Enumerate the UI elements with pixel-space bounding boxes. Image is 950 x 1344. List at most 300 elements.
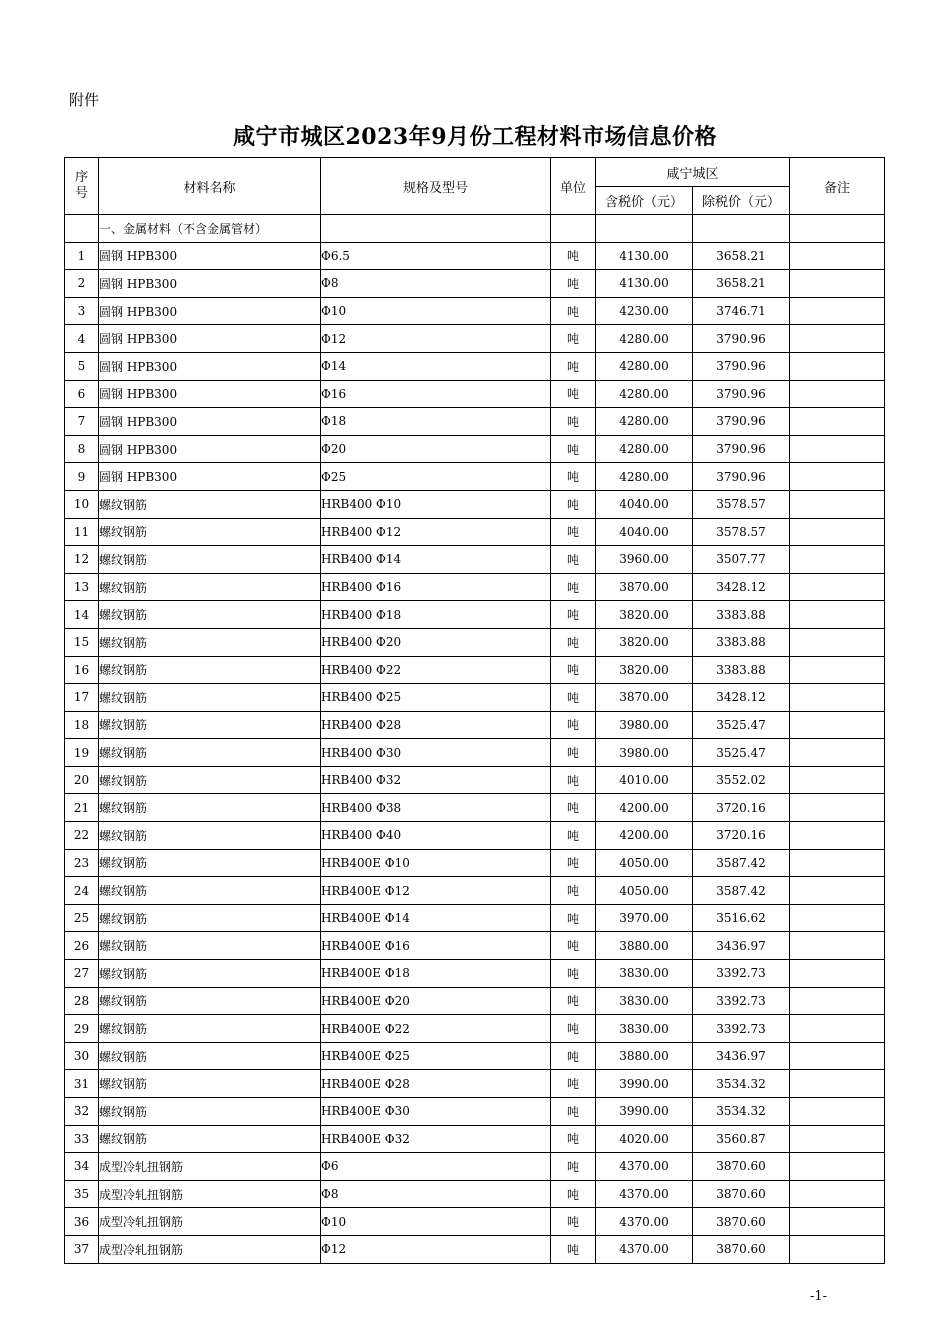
- table-row: [65, 1235, 885, 1263]
- table-row: [65, 408, 885, 436]
- cell-material-name: 圆钢 HPB300: [99, 325, 321, 353]
- cell-index: 15: [65, 628, 99, 656]
- table-body: [65, 215, 885, 1264]
- cell-remark: [790, 656, 885, 684]
- table-row: [65, 1125, 885, 1153]
- cell-spec: HRB400E Φ16: [321, 932, 551, 960]
- cell-spec: HRB400 Φ18: [321, 601, 551, 629]
- cell-index: 17: [65, 684, 99, 712]
- cell-remark: [790, 766, 885, 794]
- cell-unit: 吨: [551, 435, 596, 463]
- cell-price-tax: 3880.00: [596, 1042, 693, 1070]
- cell-remark: [790, 380, 885, 408]
- cell-price-tax: 4010.00: [596, 766, 693, 794]
- cell-spec: HRB400E Φ32: [321, 1125, 551, 1153]
- cell-price-notax: 3516.62: [693, 904, 790, 932]
- cell-remark: [790, 352, 885, 380]
- cell-material-name: 螺纹钢筋: [99, 573, 321, 601]
- cell-spec: Φ6: [321, 1153, 551, 1181]
- section-empty-cell: [693, 215, 790, 243]
- cell-unit: 吨: [551, 1235, 596, 1263]
- table-row: [65, 766, 885, 794]
- cell-material-name: 圆钢 HPB300: [99, 463, 321, 491]
- cell-spec: Φ8: [321, 270, 551, 298]
- cell-unit: 吨: [551, 352, 596, 380]
- cell-material-name: 螺纹钢筋: [99, 546, 321, 574]
- page-number: -1-: [810, 1289, 828, 1304]
- header-index-label: 序号: [74, 170, 88, 201]
- cell-remark: [790, 628, 885, 656]
- cell-index: 9: [65, 463, 99, 491]
- cell-price-tax: 4230.00: [596, 297, 693, 325]
- cell-price-notax: 3383.88: [693, 601, 790, 629]
- table-row: [65, 987, 885, 1015]
- cell-spec: Φ12: [321, 1235, 551, 1263]
- cell-index: 5: [65, 352, 99, 380]
- table-row: [65, 711, 885, 739]
- cell-price-notax: 3392.73: [693, 1015, 790, 1043]
- cell-material-name: 螺纹钢筋: [99, 822, 321, 850]
- cell-material-name: 螺纹钢筋: [99, 877, 321, 905]
- cell-material-name: 螺纹钢筋: [99, 1042, 321, 1070]
- cell-remark: [790, 960, 885, 988]
- cell-price-tax: 4130.00: [596, 270, 693, 298]
- section-empty-cell: [551, 215, 596, 243]
- cell-material-name: 螺纹钢筋: [99, 987, 321, 1015]
- cell-price-tax: 4040.00: [596, 490, 693, 518]
- cell-remark: [790, 849, 885, 877]
- cell-material-name: 螺纹钢筋: [99, 1070, 321, 1098]
- cell-price-notax: 3534.32: [693, 1098, 790, 1126]
- table-row: [65, 490, 885, 518]
- cell-spec: HRB400 Φ16: [321, 573, 551, 601]
- cell-spec: HRB400 Φ20: [321, 628, 551, 656]
- cell-price-tax: 3870.00: [596, 684, 693, 712]
- cell-index: 37: [65, 1235, 99, 1263]
- cell-spec: Φ8: [321, 1180, 551, 1208]
- cell-unit: 吨: [551, 1180, 596, 1208]
- table-row: [65, 822, 885, 850]
- cell-price-notax: 3436.97: [693, 932, 790, 960]
- table-row: [65, 242, 885, 270]
- cell-remark: [790, 1208, 885, 1236]
- cell-index: 29: [65, 1015, 99, 1043]
- header-region: 咸宁城区: [596, 158, 790, 187]
- section-empty-cell: [596, 215, 693, 243]
- cell-unit: 吨: [551, 1153, 596, 1181]
- cell-unit: 吨: [551, 518, 596, 546]
- cell-remark: [790, 794, 885, 822]
- cell-unit: 吨: [551, 1125, 596, 1153]
- table-row: [65, 325, 885, 353]
- cell-remark: [790, 987, 885, 1015]
- cell-remark: [790, 518, 885, 546]
- cell-price-tax: 3960.00: [596, 546, 693, 574]
- cell-remark: [790, 904, 885, 932]
- cell-index: 1: [65, 242, 99, 270]
- cell-unit: 吨: [551, 408, 596, 436]
- cell-index: 6: [65, 380, 99, 408]
- cell-material-name: 螺纹钢筋: [99, 601, 321, 629]
- table-row: [65, 739, 885, 767]
- cell-unit: 吨: [551, 1208, 596, 1236]
- cell-remark: [790, 490, 885, 518]
- cell-price-tax: 4370.00: [596, 1153, 693, 1181]
- cell-index: 10: [65, 490, 99, 518]
- cell-spec: HRB400E Φ12: [321, 877, 551, 905]
- cell-unit: 吨: [551, 380, 596, 408]
- cell-remark: [790, 601, 885, 629]
- cell-price-tax: 4370.00: [596, 1208, 693, 1236]
- cell-material-name: 圆钢 HPB300: [99, 242, 321, 270]
- header-price-tax: 含税价（元）: [596, 187, 693, 215]
- cell-price-notax: 3720.16: [693, 822, 790, 850]
- cell-spec: HRB400E Φ25: [321, 1042, 551, 1070]
- cell-unit: 吨: [551, 242, 596, 270]
- cell-price-notax: 3790.96: [693, 463, 790, 491]
- cell-unit: 吨: [551, 1042, 596, 1070]
- cell-material-name: 螺纹钢筋: [99, 711, 321, 739]
- cell-index: 18: [65, 711, 99, 739]
- page-title: 咸宁市城区2023年9月份工程材料市场信息价格: [232, 124, 718, 150]
- cell-material-name: 螺纹钢筋: [99, 518, 321, 546]
- cell-price-notax: 3534.32: [693, 1070, 790, 1098]
- cell-price-tax: 3990.00: [596, 1098, 693, 1126]
- price-table: [64, 157, 885, 1264]
- cell-price-notax: 3428.12: [693, 573, 790, 601]
- table-row: [65, 628, 885, 656]
- cell-spec: HRB400E Φ28: [321, 1070, 551, 1098]
- table-row: [65, 297, 885, 325]
- cell-index: 2: [65, 270, 99, 298]
- cell-spec: HRB400E Φ14: [321, 904, 551, 932]
- cell-price-tax: 3820.00: [596, 601, 693, 629]
- cell-material-name: 螺纹钢筋: [99, 656, 321, 684]
- cell-material-name: 螺纹钢筋: [99, 739, 321, 767]
- cell-price-tax: 3980.00: [596, 739, 693, 767]
- cell-remark: [790, 1015, 885, 1043]
- cell-unit: 吨: [551, 297, 596, 325]
- cell-index: 32: [65, 1098, 99, 1126]
- cell-price-tax: 3880.00: [596, 932, 693, 960]
- cell-spec: HRB400 Φ40: [321, 822, 551, 850]
- cell-unit: 吨: [551, 849, 596, 877]
- table-row: [65, 960, 885, 988]
- cell-remark: [790, 546, 885, 574]
- cell-material-name: 螺纹钢筋: [99, 684, 321, 712]
- table-row: [65, 684, 885, 712]
- cell-unit: 吨: [551, 684, 596, 712]
- cell-index: 12: [65, 546, 99, 574]
- cell-remark: [790, 270, 885, 298]
- cell-index: 31: [65, 1070, 99, 1098]
- cell-price-notax: 3870.60: [693, 1180, 790, 1208]
- table-row: [65, 601, 885, 629]
- cell-material-name: 成型冷轧扭钢筋: [99, 1180, 321, 1208]
- cell-price-tax: 4370.00: [596, 1235, 693, 1263]
- cell-price-tax: 3820.00: [596, 628, 693, 656]
- cell-price-tax: 4050.00: [596, 877, 693, 905]
- cell-price-notax: 3383.88: [693, 656, 790, 684]
- cell-material-name: 圆钢 HPB300: [99, 408, 321, 436]
- cell-price-notax: 3578.57: [693, 518, 790, 546]
- cell-price-tax: 3970.00: [596, 904, 693, 932]
- table-row: [65, 849, 885, 877]
- section-row: [65, 215, 885, 243]
- cell-unit: 吨: [551, 463, 596, 491]
- cell-spec: HRB400E Φ22: [321, 1015, 551, 1043]
- cell-remark: [790, 242, 885, 270]
- cell-index: 24: [65, 877, 99, 905]
- cell-remark: [790, 1042, 885, 1070]
- cell-price-notax: 3790.96: [693, 380, 790, 408]
- cell-spec: HRB400 Φ12: [321, 518, 551, 546]
- cell-price-notax: 3587.42: [693, 849, 790, 877]
- cell-material-name: 螺纹钢筋: [99, 849, 321, 877]
- cell-spec: HRB400 Φ38: [321, 794, 551, 822]
- cell-spec: Φ18: [321, 408, 551, 436]
- cell-price-tax: 4280.00: [596, 463, 693, 491]
- cell-spec: HRB400 Φ14: [321, 546, 551, 574]
- cell-unit: 吨: [551, 711, 596, 739]
- cell-price-notax: 3658.21: [693, 242, 790, 270]
- table-row: [65, 546, 885, 574]
- cell-price-tax: 4020.00: [596, 1125, 693, 1153]
- cell-remark: [790, 1235, 885, 1263]
- table-row: [65, 932, 885, 960]
- cell-index: 3: [65, 297, 99, 325]
- cell-spec: Φ10: [321, 297, 551, 325]
- cell-spec: HRB400 Φ28: [321, 711, 551, 739]
- header-spec: 规格及型号: [321, 158, 551, 215]
- header-price-notax: 除税价（元）: [693, 187, 790, 215]
- table-row: [65, 352, 885, 380]
- cell-remark: [790, 684, 885, 712]
- cell-index: 35: [65, 1180, 99, 1208]
- cell-unit: 吨: [551, 490, 596, 518]
- cell-unit: 吨: [551, 573, 596, 601]
- cell-spec: HRB400E Φ30: [321, 1098, 551, 1126]
- attachment-label: 附件: [69, 91, 100, 109]
- cell-remark: [790, 877, 885, 905]
- cell-unit: 吨: [551, 877, 596, 905]
- cell-price-notax: 3578.57: [693, 490, 790, 518]
- cell-index: 33: [65, 1125, 99, 1153]
- cell-unit: 吨: [551, 766, 596, 794]
- cell-price-notax: 3870.60: [693, 1153, 790, 1181]
- cell-material-name: 成型冷轧扭钢筋: [99, 1208, 321, 1236]
- header-remark: 备注: [790, 158, 885, 215]
- cell-index: 19: [65, 739, 99, 767]
- cell-price-notax: 3720.16: [693, 794, 790, 822]
- cell-spec: Φ10: [321, 1208, 551, 1236]
- cell-index: 16: [65, 656, 99, 684]
- cell-price-notax: 3790.96: [693, 435, 790, 463]
- cell-material-name: 圆钢 HPB300: [99, 380, 321, 408]
- cell-index: 20: [65, 766, 99, 794]
- cell-unit: 吨: [551, 546, 596, 574]
- cell-unit: 吨: [551, 628, 596, 656]
- cell-index: 30: [65, 1042, 99, 1070]
- cell-price-tax: 4130.00: [596, 242, 693, 270]
- cell-price-tax: 4280.00: [596, 325, 693, 353]
- cell-material-name: 圆钢 HPB300: [99, 435, 321, 463]
- cell-price-notax: 3436.97: [693, 1042, 790, 1070]
- cell-price-tax: 3980.00: [596, 711, 693, 739]
- cell-price-notax: 3587.42: [693, 877, 790, 905]
- cell-price-notax: 3507.77: [693, 546, 790, 574]
- cell-index: 25: [65, 904, 99, 932]
- cell-spec: HRB400E Φ20: [321, 987, 551, 1015]
- cell-price-notax: 3658.21: [693, 270, 790, 298]
- cell-unit: 吨: [551, 1070, 596, 1098]
- cell-remark: [790, 1153, 885, 1181]
- cell-material-name: 成型冷轧扭钢筋: [99, 1235, 321, 1263]
- cell-price-tax: 4370.00: [596, 1180, 693, 1208]
- cell-material-name: 圆钢 HPB300: [99, 352, 321, 380]
- cell-price-tax: 3820.00: [596, 656, 693, 684]
- cell-unit: 吨: [551, 1015, 596, 1043]
- cell-index: 21: [65, 794, 99, 822]
- cell-spec: Φ20: [321, 435, 551, 463]
- cell-price-notax: 3746.71: [693, 297, 790, 325]
- cell-price-tax: 4280.00: [596, 352, 693, 380]
- table-row: [65, 270, 885, 298]
- table-row: [65, 435, 885, 463]
- cell-spec: Φ16: [321, 380, 551, 408]
- cell-spec: Φ14: [321, 352, 551, 380]
- cell-index: 26: [65, 932, 99, 960]
- cell-price-tax: 4040.00: [596, 518, 693, 546]
- cell-unit: 吨: [551, 960, 596, 988]
- table-row: [65, 904, 885, 932]
- cell-index: 22: [65, 822, 99, 850]
- header-unit: 单位: [551, 158, 596, 215]
- section-empty-cell: [790, 215, 885, 243]
- cell-material-name: 螺纹钢筋: [99, 490, 321, 518]
- cell-price-notax: 3525.47: [693, 739, 790, 767]
- table-row: [65, 794, 885, 822]
- cell-remark: [790, 435, 885, 463]
- cell-unit: 吨: [551, 325, 596, 353]
- cell-index: 11: [65, 518, 99, 546]
- table-row: [65, 1042, 885, 1070]
- cell-spec: HRB400 Φ25: [321, 684, 551, 712]
- cell-index: 34: [65, 1153, 99, 1181]
- cell-price-notax: 3392.73: [693, 987, 790, 1015]
- cell-index: 8: [65, 435, 99, 463]
- cell-index: 27: [65, 960, 99, 988]
- cell-unit: 吨: [551, 656, 596, 684]
- cell-index: 36: [65, 1208, 99, 1236]
- cell-material-name: 成型冷轧扭钢筋: [99, 1153, 321, 1181]
- cell-spec: HRB400 Φ22: [321, 656, 551, 684]
- cell-remark: [790, 932, 885, 960]
- cell-unit: 吨: [551, 739, 596, 767]
- table-row: [65, 1098, 885, 1126]
- cell-unit: 吨: [551, 904, 596, 932]
- cell-unit: 吨: [551, 932, 596, 960]
- cell-material-name: 螺纹钢筋: [99, 794, 321, 822]
- cell-unit: 吨: [551, 822, 596, 850]
- cell-material-name: 螺纹钢筋: [99, 932, 321, 960]
- cell-price-tax: 4200.00: [596, 794, 693, 822]
- cell-price-tax: 3830.00: [596, 987, 693, 1015]
- cell-spec: HRB400 Φ10: [321, 490, 551, 518]
- cell-index: 23: [65, 849, 99, 877]
- cell-price-notax: 3790.96: [693, 408, 790, 436]
- cell-price-tax: 4280.00: [596, 408, 693, 436]
- cell-material-name: 螺纹钢筋: [99, 1125, 321, 1153]
- cell-material-name: 螺纹钢筋: [99, 766, 321, 794]
- cell-price-notax: 3870.60: [693, 1208, 790, 1236]
- cell-remark: [790, 739, 885, 767]
- cell-index: 14: [65, 601, 99, 629]
- section-title: 一、金属材料（不含金属管材）: [99, 215, 321, 243]
- cell-spec: Φ6.5: [321, 242, 551, 270]
- cell-price-tax: 4050.00: [596, 849, 693, 877]
- cell-price-notax: 3552.02: [693, 766, 790, 794]
- cell-remark: [790, 1125, 885, 1153]
- cell-unit: 吨: [551, 270, 596, 298]
- table-row: [65, 380, 885, 408]
- cell-material-name: 圆钢 HPB300: [99, 270, 321, 298]
- cell-spec: HRB400E Φ10: [321, 849, 551, 877]
- cell-price-notax: 3560.87: [693, 1125, 790, 1153]
- cell-material-name: 螺纹钢筋: [99, 960, 321, 988]
- table-row: [65, 518, 885, 546]
- cell-remark: [790, 463, 885, 491]
- cell-material-name: 螺纹钢筋: [99, 628, 321, 656]
- cell-price-notax: 3790.96: [693, 325, 790, 353]
- cell-remark: [790, 711, 885, 739]
- cell-remark: [790, 1098, 885, 1126]
- table-row: [65, 1070, 885, 1098]
- cell-unit: 吨: [551, 794, 596, 822]
- cell-remark: [790, 573, 885, 601]
- cell-spec: Φ25: [321, 463, 551, 491]
- cell-price-tax: 3990.00: [596, 1070, 693, 1098]
- cell-material-name: 螺纹钢筋: [99, 1098, 321, 1126]
- cell-material-name: 螺纹钢筋: [99, 904, 321, 932]
- cell-price-notax: 3870.60: [693, 1235, 790, 1263]
- table-row: [65, 1208, 885, 1236]
- header-name: 材料名称: [99, 158, 321, 215]
- table-row: [65, 877, 885, 905]
- cell-remark: [790, 408, 885, 436]
- cell-remark: [790, 297, 885, 325]
- table-row: [65, 656, 885, 684]
- table-row: [65, 1180, 885, 1208]
- cell-index: 7: [65, 408, 99, 436]
- cell-price-tax: 4280.00: [596, 435, 693, 463]
- cell-index: 4: [65, 325, 99, 353]
- cell-price-tax: 3870.00: [596, 573, 693, 601]
- cell-price-notax: 3383.88: [693, 628, 790, 656]
- cell-remark: [790, 325, 885, 353]
- section-empty-cell: [321, 215, 551, 243]
- cell-material-name: 圆钢 HPB300: [99, 297, 321, 325]
- cell-price-tax: 4280.00: [596, 380, 693, 408]
- cell-spec: HRB400E Φ18: [321, 960, 551, 988]
- cell-index: 28: [65, 987, 99, 1015]
- cell-spec: HRB400 Φ32: [321, 766, 551, 794]
- cell-index: 13: [65, 573, 99, 601]
- cell-unit: 吨: [551, 1098, 596, 1126]
- cell-spec: HRB400 Φ30: [321, 739, 551, 767]
- cell-price-tax: 4200.00: [596, 822, 693, 850]
- cell-price-tax: 3830.00: [596, 960, 693, 988]
